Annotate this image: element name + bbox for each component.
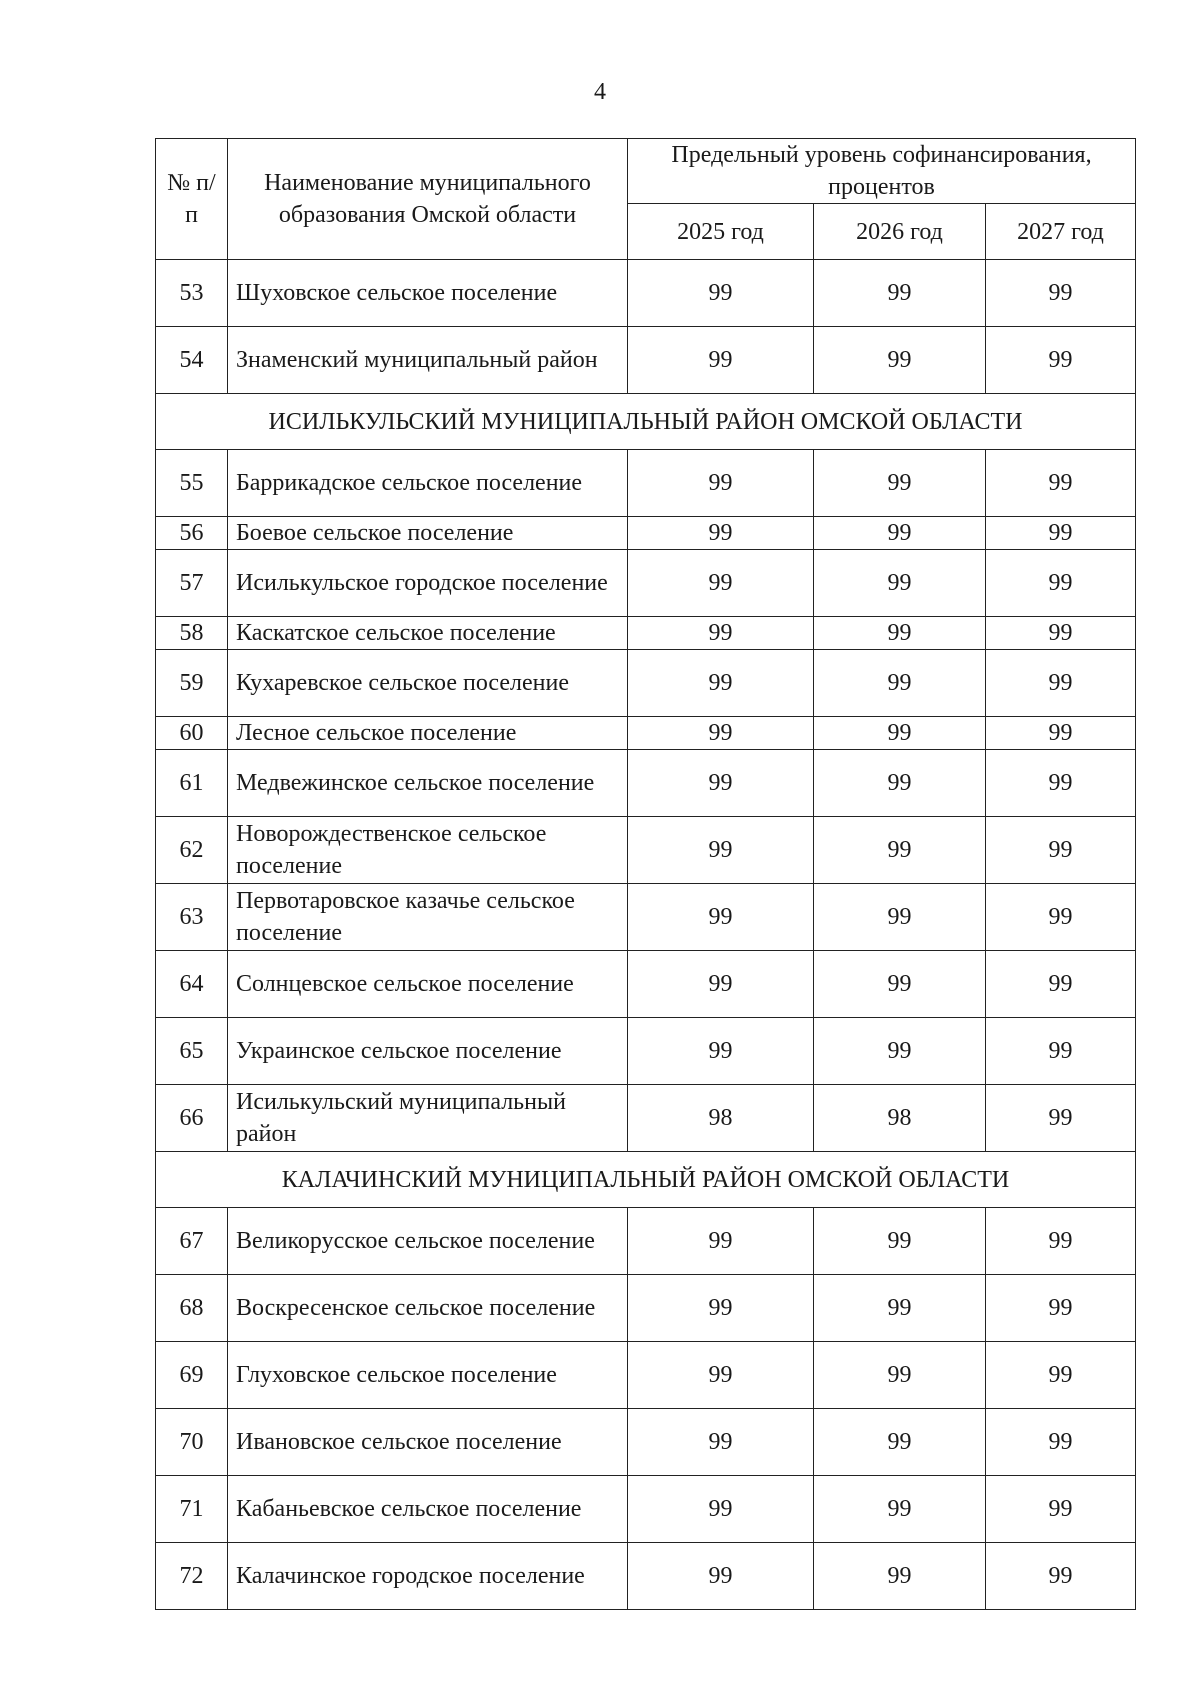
table-row xyxy=(156,1409,1136,1476)
table-row xyxy=(156,260,1136,327)
value-2025: 99 xyxy=(628,717,814,750)
row-number: 60 xyxy=(156,717,228,750)
section-title: ИСИЛЬКУЛЬСКИЙ МУНИЦИПАЛЬНЫЙ РАЙОН ОМСКОЙ ОБЛАСТИ xyxy=(156,394,1136,450)
header-municipality-name: Наименование муниципального образования Омской области xyxy=(228,139,628,260)
municipality-name: Знаменский муниципальный район xyxy=(228,327,628,394)
value-2027: 99 xyxy=(986,750,1136,817)
table-header xyxy=(156,139,1136,260)
municipality-name: Новорождественское сельское поселение xyxy=(228,817,628,884)
value-2026: 99 xyxy=(814,1543,986,1610)
value-2025: 99 xyxy=(628,550,814,617)
section-row xyxy=(156,394,1136,450)
municipality-name: Каскатское сельское поселение xyxy=(228,617,628,650)
value-2026: 99 xyxy=(814,717,986,750)
row-number: 68 xyxy=(156,1275,228,1342)
value-2025: 99 xyxy=(628,650,814,717)
row-number: 58 xyxy=(156,617,228,650)
value-2026: 99 xyxy=(814,884,986,951)
table-row xyxy=(156,650,1136,717)
municipality-name: Кабаньевское сельское поселение xyxy=(228,1476,628,1543)
value-2026: 99 xyxy=(814,1409,986,1476)
row-number: 70 xyxy=(156,1409,228,1476)
municipality-name: Глуховское сельское поселение xyxy=(228,1342,628,1409)
value-2025: 99 xyxy=(628,517,814,550)
municipality-name: Солнцевское сельское поселение xyxy=(228,951,628,1018)
header-year-2025: 2025 год xyxy=(628,204,814,260)
municipality-name: Исилькульское городское поселение xyxy=(228,550,628,617)
page-number: 4 xyxy=(594,79,606,105)
value-2027: 99 xyxy=(986,550,1136,617)
header-year-2026: 2026 год xyxy=(814,204,986,260)
row-number: 71 xyxy=(156,1476,228,1543)
municipality-name: Боевое сельское поселение xyxy=(228,517,628,550)
row-number: 59 xyxy=(156,650,228,717)
value-2026: 99 xyxy=(814,750,986,817)
table-row xyxy=(156,1275,1136,1342)
value-2027: 99 xyxy=(986,617,1136,650)
municipality-name: Первотаровское казачье сельское поселение xyxy=(228,884,628,951)
value-2025: 98 xyxy=(628,1085,814,1152)
value-2027: 99 xyxy=(986,1085,1136,1152)
value-2026: 99 xyxy=(814,1208,986,1275)
table-row xyxy=(156,884,1136,951)
row-number: 57 xyxy=(156,550,228,617)
value-2026: 99 xyxy=(814,1275,986,1342)
value-2025: 99 xyxy=(628,1409,814,1476)
table-row xyxy=(156,1085,1136,1152)
row-number: 56 xyxy=(156,517,228,550)
municipality-name: Кухаревское сельское поселение xyxy=(228,650,628,717)
value-2025: 99 xyxy=(628,750,814,817)
value-2025: 99 xyxy=(628,1543,814,1610)
row-number: 53 xyxy=(156,260,228,327)
value-2027: 99 xyxy=(986,327,1136,394)
table-row xyxy=(156,1208,1136,1275)
table-row xyxy=(156,717,1136,750)
value-2027: 99 xyxy=(986,817,1136,884)
row-number: 55 xyxy=(156,450,228,517)
table-row xyxy=(156,1543,1136,1610)
municipality-name: Ивановское сельское поселение xyxy=(228,1409,628,1476)
value-2026: 99 xyxy=(814,650,986,717)
cofinancing-table xyxy=(155,138,1136,1610)
value-2026: 99 xyxy=(814,550,986,617)
row-number: 72 xyxy=(156,1543,228,1610)
value-2027: 99 xyxy=(986,1476,1136,1543)
row-number: 64 xyxy=(156,951,228,1018)
row-number: 69 xyxy=(156,1342,228,1409)
row-number: 66 xyxy=(156,1085,228,1152)
header-year-2027: 2027 год xyxy=(986,204,1136,260)
municipality-name: Шуховское сельское поселение xyxy=(228,260,628,327)
value-2025: 99 xyxy=(628,450,814,517)
table-row xyxy=(156,550,1136,617)
value-2025: 99 xyxy=(628,327,814,394)
value-2025: 99 xyxy=(628,1476,814,1543)
value-2027: 99 xyxy=(986,1409,1136,1476)
value-2027: 99 xyxy=(986,650,1136,717)
table-row xyxy=(156,1476,1136,1543)
row-number: 65 xyxy=(156,1018,228,1085)
value-2026: 99 xyxy=(814,260,986,327)
section-row xyxy=(156,1152,1136,1208)
value-2026: 99 xyxy=(814,517,986,550)
value-2027: 99 xyxy=(986,951,1136,1018)
table-row xyxy=(156,617,1136,650)
value-2026: 99 xyxy=(814,817,986,884)
table-row xyxy=(156,450,1136,517)
table-row xyxy=(156,517,1136,550)
municipality-name: Медвежинское сельское поселение xyxy=(228,750,628,817)
header-number: № п/п xyxy=(156,139,228,260)
value-2026: 99 xyxy=(814,450,986,517)
value-2027: 99 xyxy=(986,717,1136,750)
value-2027: 99 xyxy=(986,1275,1136,1342)
value-2025: 99 xyxy=(628,1208,814,1275)
value-2027: 99 xyxy=(986,1018,1136,1085)
table-row xyxy=(156,327,1136,394)
value-2026: 99 xyxy=(814,327,986,394)
value-2025: 99 xyxy=(628,817,814,884)
row-number: 61 xyxy=(156,750,228,817)
value-2025: 99 xyxy=(628,884,814,951)
value-2027: 99 xyxy=(986,450,1136,517)
value-2027: 99 xyxy=(986,1342,1136,1409)
municipality-name: Воскресенское сельское поселение xyxy=(228,1275,628,1342)
value-2027: 99 xyxy=(986,260,1136,327)
value-2027: 99 xyxy=(986,1543,1136,1610)
section-title: КАЛАЧИНСКИЙ МУНИЦИПАЛЬНЫЙ РАЙОН ОМСКОЙ ОБЛАСТИ xyxy=(156,1152,1136,1208)
value-2025: 99 xyxy=(628,1018,814,1085)
value-2026: 98 xyxy=(814,1085,986,1152)
value-2025: 99 xyxy=(628,1275,814,1342)
value-2026: 99 xyxy=(814,1342,986,1409)
table-row xyxy=(156,1018,1136,1085)
municipality-name: Лесное сельское поселение xyxy=(228,717,628,750)
value-2027: 99 xyxy=(986,1208,1136,1275)
value-2026: 99 xyxy=(814,1476,986,1543)
row-number: 62 xyxy=(156,817,228,884)
header-cofinancing-level: Предельный уровень софинансирования, процентов xyxy=(628,139,1136,204)
value-2025: 99 xyxy=(628,951,814,1018)
row-number: 54 xyxy=(156,327,228,394)
table-row xyxy=(156,750,1136,817)
municipality-name: Исилькульский муниципальный район xyxy=(228,1085,628,1152)
municipality-name: Калачинское городское поселение xyxy=(228,1543,628,1610)
value-2027: 99 xyxy=(986,884,1136,951)
value-2026: 99 xyxy=(814,951,986,1018)
municipality-name: Украинское сельское поселение xyxy=(228,1018,628,1085)
row-number: 63 xyxy=(156,884,228,951)
value-2026: 99 xyxy=(814,617,986,650)
table-body xyxy=(156,260,1136,1610)
table-row xyxy=(156,817,1136,884)
value-2025: 99 xyxy=(628,617,814,650)
value-2025: 99 xyxy=(628,260,814,327)
municipality-name: Великорусское сельское поселение xyxy=(228,1208,628,1275)
table-row xyxy=(156,951,1136,1018)
table-row xyxy=(156,1342,1136,1409)
municipality-name: Баррикадское сельское поселение xyxy=(228,450,628,517)
value-2025: 99 xyxy=(628,1342,814,1409)
value-2027: 99 xyxy=(986,517,1136,550)
row-number: 67 xyxy=(156,1208,228,1275)
value-2026: 99 xyxy=(814,1018,986,1085)
